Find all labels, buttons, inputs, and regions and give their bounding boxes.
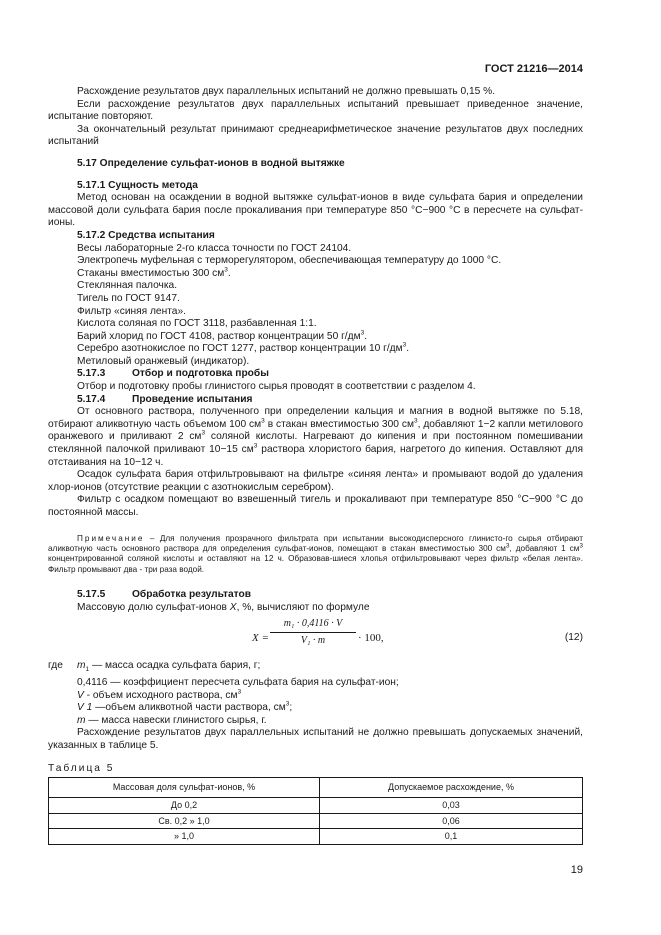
table-row (49, 829, 583, 845)
paragraph: Расхождение результатов двух параллельных испытаний не должно превышать 0,15 %. (77, 86, 496, 97)
note-label: Примечание (77, 533, 145, 543)
list-item: Барий хлорид по ГОСТ 4108, раствор концентрации 50 $г/дм^3$. (77, 329, 368, 342)
section-heading-5-17-1: 5.17.1 Сущность метода (77, 179, 198, 191)
formula-fraction (270, 618, 356, 647)
section-heading-5-17: 5.17 Определение сульфат-ионов в водной вытяжке (77, 157, 345, 169)
formula-number: (12) (564, 632, 583, 644)
table-header-cell: Массовая доля сульфат-ионов, % (49, 778, 320, 798)
section-heading-5-17-5: 5.17.5 Обработка результатов (77, 589, 252, 601)
table-row (49, 798, 583, 814)
table-cell: 0,06 (320, 813, 583, 829)
formula-tail: · 100, (358, 632, 384, 645)
paragraph: Фильтр с осадком помещают во взвешенный тигель и прокаливают при температуре 850 °С−900 °С до постоянной массы. (48, 494, 583, 518)
definition-item: 0,4116 — коэффициент пересчета сульфата бария на сульфат-ион; (77, 677, 399, 689)
definitions (48, 660, 583, 727)
formula-denominator: V₁ · m (300, 635, 326, 646)
formula-numerator: m₁ · 0,4116 · V (270, 618, 356, 633)
table-cell: 0,03 (320, 798, 583, 814)
paragraph: От основного раствора, полученного при определении кальция и магния в водной вытяжке по 5.18, отбирают аликвотную часть объемом 100 $см^3$ в стакан вместимостью 300 $см^3$, добавляют 1−2 капли метилового оранжевого и приливают 2 $см^3$ соляной кислоты. Нагревают до кипения и при постоянном помешивании стеклянной палочкой приливают 10−15 $см^3$ раствора хлористого бария, нагретого до кипения. Оставляют для отстаивания на 10−12 ч. (48, 406, 583, 468)
list-item: Фильтр «синяя лента». (77, 305, 186, 317)
list-item: Электропечь муфельная с терморегулятором, обеспечивающая температуру до 1000 °С. (77, 255, 502, 267)
table-cell: » 1,0 (49, 829, 320, 845)
list-item: Стеклянная палочка. (77, 280, 178, 292)
paragraph: Расхождение результатов двух параллельных испытаний не должно превышать допускаемых значений, указанных в таблице 5. (48, 727, 583, 751)
section-heading-5-17-4: 5.17.4 Проведение испытания (77, 393, 253, 405)
note: Примечание – Для получения прозрачного фильтрата при испытании высокодисперсного глинисто-го сырья отбирают аликвотную часть основного раствора для определения сульфат-ионов, помещают в стакан вместимостью 300 $см^3$, добавляют 1 $см^3$ концентрированной соляной кислоты и оставляют на 12 ч. Образовав-шиеся хлопья отфильтровывают через фильтр «белая лента». Фильтр промывают два - три раза водой. (48, 533, 584, 574)
paragraph: За окончательный результат принимают среднеарифметическое значение результатов двух последних испытаний (48, 123, 583, 148)
table-row (49, 813, 583, 829)
table-header-cell: Допускаемое расхождение, % (320, 778, 583, 798)
definition-item: V 1 —объем аликвотной части раствора, $см^3$; (77, 700, 293, 714)
paragraph: Массовую долю сульфат-ионов X, %, вычисляют по формуле (77, 601, 370, 613)
list-item: Стаканы вместимостью 300 $см^3$. (77, 266, 231, 279)
definition-item: $m_1$ — масса осадка сульфата бария, г; (77, 660, 261, 674)
table-cell: Св. 0,2 » 1,0 (49, 813, 320, 829)
where-label: где (48, 660, 63, 672)
list-item: Серебро азотнокислое по ГОСТ 1277, раствор концентрации 10 $г/дм^3$. (77, 341, 410, 355)
paragraph: Если расхождение результатов двух параллельных испытаний превышает приведенное значение, испытание повторяют. (48, 98, 583, 123)
paragraph: Отбор и подготовку пробы глинистого сырья проводят в соответствии с разделом 4. (77, 381, 476, 393)
definition-item: m — масса навески глинистого сырья, г. (77, 714, 267, 726)
list-item: Кислота соляная по ГОСТ 3118, разбавленная 1:1. (77, 318, 317, 330)
section-heading-5-17-2: 5.17.2 Средства испытания (77, 229, 215, 241)
paragraph: Метод основан на осаждении в водной вытяжке сульфат-ионов в виде сульфата бария и определении массовой доли сульфата бария после прокаливания при температуре 850 °С−900 °С в пересчете на сульфат-ионы. (48, 192, 583, 229)
page-body (48, 86, 583, 845)
section-heading-5-17-3: 5.17.3 Отбор и подготовка пробы (77, 368, 269, 380)
page-number: 19 (570, 864, 583, 876)
formula-lhs: X = (252, 632, 269, 645)
equipment-list (48, 243, 583, 369)
list-item: Весы лабораторные 2-го класса точности по ГОСТ 24104. (77, 242, 352, 254)
table-cell: До 0,2 (49, 798, 320, 814)
list-item: Тигель по ГОСТ 9147. (77, 292, 180, 304)
list-item: Метиловый оранжевый (индикатор). (77, 355, 250, 367)
table-5 (48, 777, 583, 845)
table-header-row (49, 778, 583, 798)
table-cell: 0,1 (320, 829, 583, 845)
formula-12 (48, 618, 583, 660)
document-header: ГОСТ 21216—2014 (484, 63, 583, 75)
paragraph: Осадок сульфата бария отфильтровывают на фильтре «синяя лента» и промывают водой до удаления хлор-ионов (отсутствие реакции с азотнокислым серебром). (48, 469, 583, 493)
definition-item: V - объем исходного раствора, $см^3$ (77, 688, 242, 701)
table-caption: Таблица 5 (48, 762, 115, 774)
